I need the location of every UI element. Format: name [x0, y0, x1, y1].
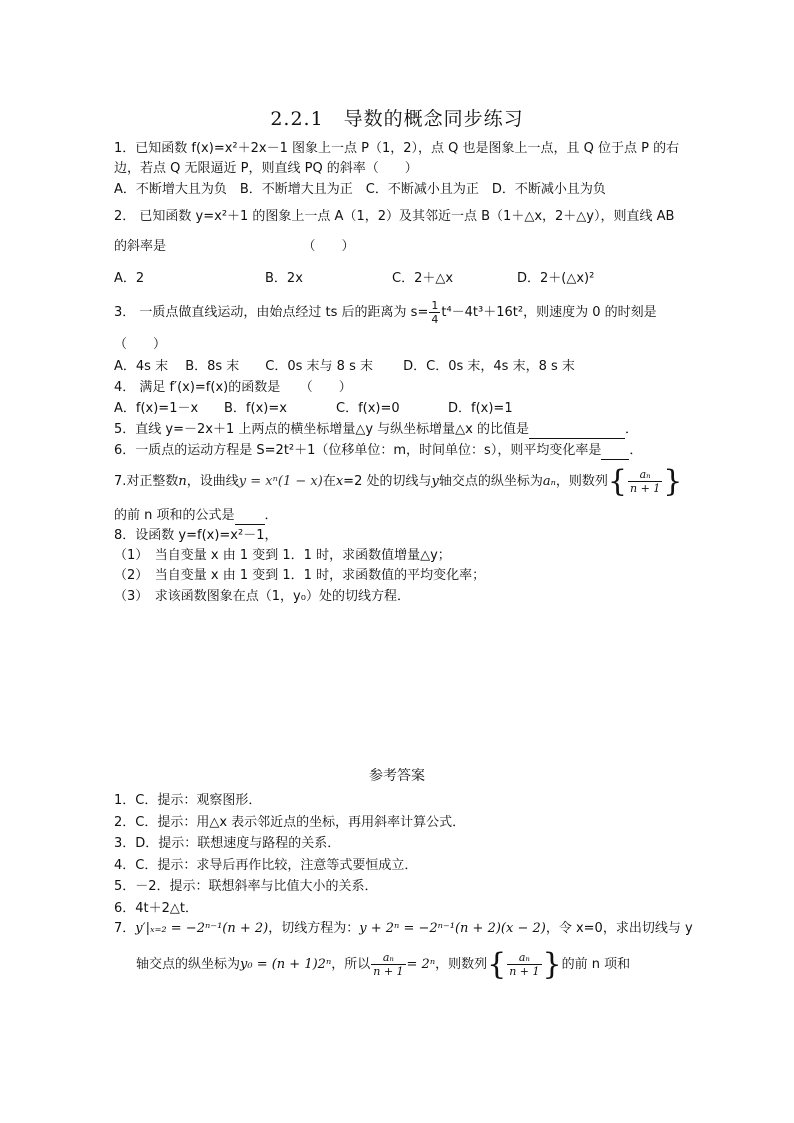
- q3-line1: [114, 298, 657, 328]
- q6-blank[interactable]: [601, 445, 629, 460]
- q3-options: A．4s 末 B．8s 末 C．0s 末与 8 s 末 D．C．0s 末，4s 末，8 s 末: [114, 359, 575, 374]
- answer-7-frac-num: aₙ: [371, 951, 405, 965]
- answer-4: 4．C．提示：求导后再作比较，注意等式要恒成立．: [114, 858, 418, 873]
- q4-option-c: C．f(x)=0: [336, 401, 400, 416]
- q2-line2: 的斜率是 （ ）: [114, 239, 355, 254]
- answer-7-y0: y₀ = (n + 1)2ⁿ: [240, 957, 332, 972]
- q4-option-b: B．f(x)=x: [224, 401, 287, 416]
- q4-option-d: D．f(x)=1: [448, 401, 513, 416]
- q7-frac-num: aₙ: [628, 468, 662, 482]
- q5-blank[interactable]: [529, 424, 625, 439]
- answer-7-line2-mid: ，所以: [331, 957, 371, 972]
- answer-6: 6．4t＋2△t．: [114, 901, 199, 916]
- q1-line1: 1．已知函数 f(x)=x²＋2x－1 图象上一点 P（1，2），点 Q 也是图象上一点，且 Q 位于点 P 的右: [114, 141, 680, 156]
- answer-5: 5．－2．提示：联想斜率与比值大小的关系．: [114, 879, 378, 894]
- q6-text: 6．一质点的运动方程是 S=2t²＋1（位移单位：m，时间单位：s），则平均变化率是: [114, 443, 602, 458]
- answer-7-line1: [114, 916, 693, 942]
- q7-y: y: [431, 474, 439, 489]
- answer-7-fraction: [371, 951, 405, 978]
- q7-line2-text: 的前 n 项和的公式是: [114, 508, 235, 523]
- q7-blank[interactable]: [235, 510, 265, 525]
- q2-option-d: D．2＋(△x)²: [517, 271, 595, 286]
- q7-mid4: 轴交点的纵坐标为: [438, 474, 543, 489]
- q8-part1: （1） 当自变量 x 由 1 变到 1．1 时，求函数值增量△y；: [114, 548, 451, 563]
- q7-left-brace: {: [607, 463, 627, 499]
- q7-fraction: [628, 468, 662, 495]
- q2-option-c: C．2＋△x: [392, 271, 454, 286]
- answer-7-eq2: = 2ⁿ: [406, 957, 436, 972]
- q1-options: A．不断增大且为负 B．不断增大且为正 C．不断减小且为正 D．不断减小且为负: [114, 182, 606, 197]
- q3-frac-den: 4: [431, 313, 439, 326]
- q3-pre: 3． 一质点做直线运动，由始点经过 ts 后的距离为 s=: [114, 305, 429, 320]
- answer-7-left-brace: {: [487, 946, 507, 982]
- q1-line2: 边，若点 Q 无限逼近 P，则直线 PQ 的斜率（ ）: [114, 161, 418, 176]
- q5-line: 5．直线 y=－2x＋1 上两点的横坐标增量△y 与纵坐标增量△x 的比值是 ．: [114, 422, 639, 437]
- answer-3: 3．D．提示：联想速度与路程的关系．: [114, 836, 341, 851]
- q7-mid1: ，设曲线: [186, 474, 239, 489]
- answer-7-line2-mid2: ，则数列: [435, 957, 488, 972]
- answer-7-derivative: y′|ₓ₌₂ = −2ⁿ⁻¹(n + 2): [135, 921, 269, 936]
- q7-frac-den: n + 1: [629, 482, 661, 495]
- q2-option-b: B．2x: [265, 271, 303, 286]
- q7-an: aₙ: [542, 474, 556, 489]
- q3-post: t⁴－4t³＋16t²，则速度为 0 的时刻是: [441, 305, 657, 320]
- q8-part3: （3） 求该函数图象在点（1，y₀）处的切线方程．: [114, 589, 410, 604]
- q7-x: x: [335, 474, 344, 489]
- q2-line1: 2． 已知函数 y=x²＋1 的图象上一点 A（1，2）及其邻近一点 B（1＋△x，2＋△y），则直线 AB: [114, 209, 675, 224]
- answer-7-line2-pre: 轴交点的纵坐标为: [136, 957, 241, 972]
- answer-7-mid: ，切线方程为：: [268, 921, 360, 936]
- answer-7-line2-post: 的前 n 项和: [561, 957, 631, 972]
- answer-7-line2: [136, 945, 630, 985]
- q5-text: 5．直线 y=－2x＋1 上两点的横坐标增量△y 与纵坐标增量△x 的比值是: [114, 422, 530, 437]
- q6-line: 6．一质点的运动方程是 S=2t²＋1（位移单位：m，时间单位：s），则平均变化率是 ．: [114, 443, 643, 458]
- answer-7-tangent-eq: y + 2ⁿ = −2ⁿ⁻¹(n + 2)(x − 2): [359, 921, 546, 936]
- answer-7-frac-den: n + 1: [373, 965, 404, 978]
- q7-line1: [114, 462, 682, 502]
- q7-right-brace: }: [663, 463, 683, 499]
- q7-mid2: 在: [322, 474, 336, 489]
- q7-line2: 的前 n 项和的公式是 ．: [114, 508, 278, 523]
- q8-part2: （2） 当自变量 x 由 1 变到 1．1 时，求函数值的平均变化率；: [114, 568, 486, 583]
- q7-n: n: [178, 474, 187, 489]
- answer-7-seq-frac-num: aₙ: [507, 951, 541, 965]
- q7-pre: 7.对正整数: [114, 474, 179, 489]
- q4-option-a: A．f(x)=1－x: [114, 401, 199, 416]
- answers-title: 参考答案: [369, 768, 425, 784]
- page-title: 2.2.1 导数的概念同步练习: [270, 108, 524, 130]
- answer-1: 1．C．提示：观察图形．: [114, 793, 262, 808]
- q3-fraction: [429, 299, 440, 326]
- answer-7-post: ，令 x=0，求出切线与 y: [545, 921, 693, 936]
- q7-mid5: ，则数列: [555, 474, 608, 489]
- q4-line1: 4． 满足 f′(x)=f(x)的函数是 （ ）: [114, 380, 352, 395]
- q3-frac-num: 1: [431, 299, 439, 312]
- q3-line2: （ ）: [114, 337, 167, 352]
- answer-7-right-brace: }: [542, 946, 562, 982]
- answer-7-seq-fraction: [507, 951, 541, 978]
- q2-option-a: A．2: [114, 271, 145, 286]
- q8-line1: 8．设函数 y=f(x)=x²－1，: [114, 528, 278, 543]
- answer-7-seq-frac-den: n + 1: [509, 965, 540, 978]
- answer-2: 2．C．提示：用△x 表示邻近点的坐标，再用斜率计算公式．: [114, 815, 466, 830]
- answer-7-num: 7．: [114, 921, 136, 936]
- q7-curve-formula: y = xⁿ(1 − x): [238, 474, 323, 489]
- q7-mid3: =2 处的切线与: [343, 474, 432, 489]
